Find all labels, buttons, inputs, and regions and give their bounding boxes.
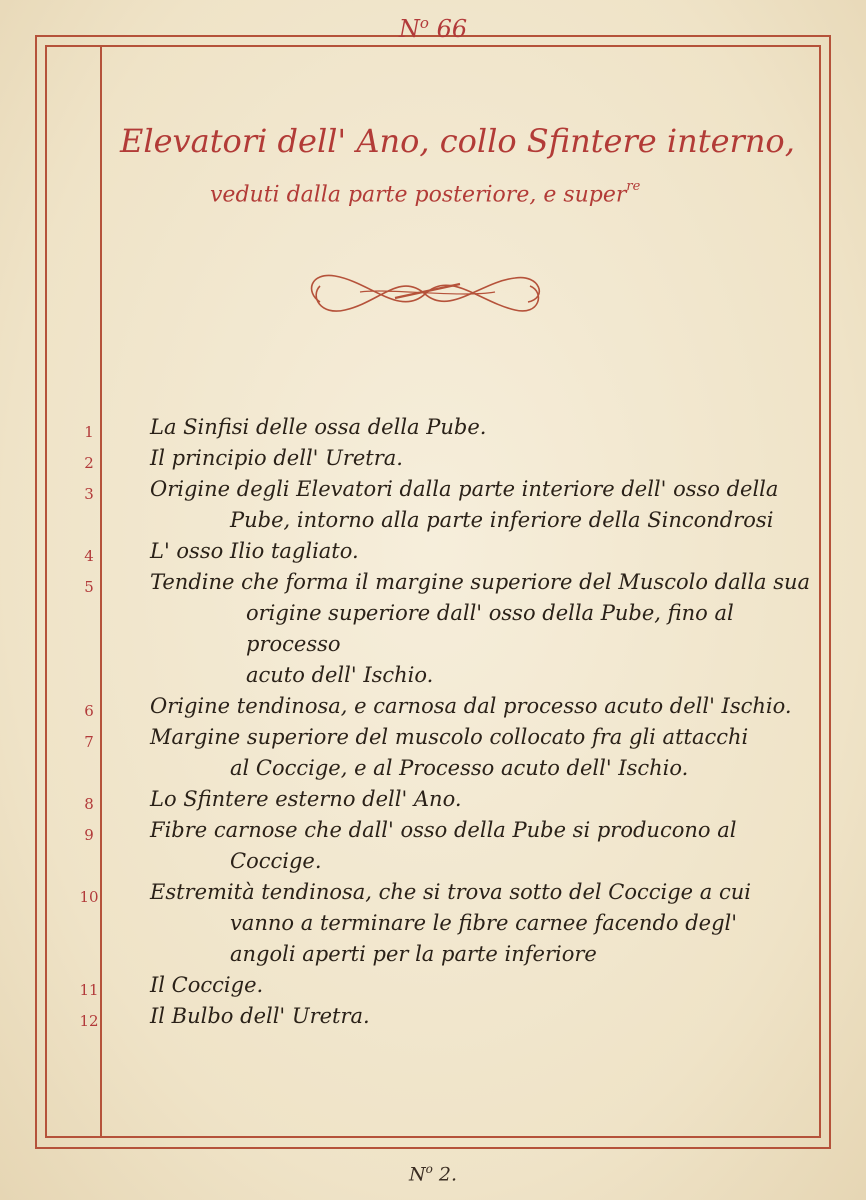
legend-item-1: [60, 412, 820, 443]
legend-item-12: [60, 1001, 820, 1032]
legend-number: 2: [84, 454, 94, 472]
border-left-outer: [35, 35, 37, 1149]
legend-item-10: [60, 877, 820, 970]
legend-item-5: [60, 567, 820, 691]
legend-text: L' osso Ilio tagliato.: [150, 539, 359, 563]
legend-number: 5: [84, 578, 94, 596]
legend-text: Il Bulbo dell' Uretra.: [150, 1004, 370, 1028]
legend-item-6: [60, 691, 820, 722]
legend-number: 11: [79, 981, 99, 999]
title-line-2-main: veduti dalla parte posteriore, e super: [210, 182, 627, 208]
page-number-top-suffix: o: [419, 14, 429, 32]
page-number-bottom-value: 2.: [438, 1163, 458, 1186]
legend-item-3: [60, 474, 820, 536]
legend-text: La Sinfisi delle ossa della Pube.: [150, 415, 487, 439]
legend-item-8: [60, 784, 820, 815]
page-title: [110, 118, 810, 219]
legend-text: Origine tendinosa, e carnosa dal processo acuto dell' Ischio.: [150, 694, 792, 718]
legend-number: 3: [84, 485, 94, 503]
legend-item-7: [60, 722, 820, 784]
legend-number: 10: [79, 888, 99, 906]
page-number-top-value: 66: [436, 15, 468, 43]
legend-item-9: [60, 815, 820, 877]
border-right-outer: [829, 35, 831, 1149]
border-bottom-inner: [45, 1136, 821, 1138]
legend-text: Margine superiore del muscolo collocato fra gli attacchi al Coccige, e al Processo acuto dell' Ischio.: [150, 725, 749, 780]
legend-number: 4: [84, 547, 94, 565]
legend-text: Il Coccige.: [150, 973, 264, 997]
legend-list: [60, 412, 820, 1032]
border-top-inner: [45, 45, 821, 47]
legend-number: 9: [84, 826, 94, 844]
legend-number: 7: [84, 733, 94, 751]
legend-text: Il principio dell' Uretra.: [150, 446, 403, 470]
page-number-top-prefix: N: [398, 15, 420, 43]
legend-item-11: [60, 970, 820, 1001]
page-number-bottom-prefix: N: [408, 1163, 426, 1186]
border-left-inner: [45, 45, 47, 1138]
title-line-1: Elevatori dell' Ano, collo Sfintere interno,: [120, 122, 795, 160]
legend-number: 8: [84, 795, 94, 813]
legend-text: Tendine che forma il margine superiore del Muscolo dalla sua origine superiore dall' osso della Pube, fino al processo acuto dell' Ischio.: [150, 570, 811, 687]
legend-number: 1: [84, 423, 94, 441]
border-bottom-outer: [35, 1147, 831, 1149]
legend-number: 6: [84, 702, 94, 720]
title-line-2-sup: re: [626, 179, 641, 194]
legend-number: 12: [79, 1012, 99, 1030]
legend-text: Estremità tendinosa, che si trova sotto del Coccige a cui vanno a terminare le fibre carnee facendo degl' angoli aperti per la parte inferiore: [150, 880, 751, 966]
legend-text: Origine degli Elevatori dalla parte interiore dell' osso della Pube, intorno alla parte inferiore della Sincondrosi: [150, 477, 779, 532]
ornamental-flourish: [300, 262, 550, 324]
legend-text: Lo Sfintere esterno dell' Ano.: [150, 787, 462, 811]
page-number-bottom-suffix: o: [425, 1162, 433, 1176]
legend-text: Fibre carnose che dall' osso della Pube si producono al Coccige.: [150, 818, 737, 873]
legend-item-2: [60, 443, 820, 474]
legend-item-4: [60, 536, 820, 567]
page-number-bottom: [0, 1162, 866, 1185]
title-line-2: [110, 164, 810, 219]
page-number-top: [0, 14, 866, 43]
